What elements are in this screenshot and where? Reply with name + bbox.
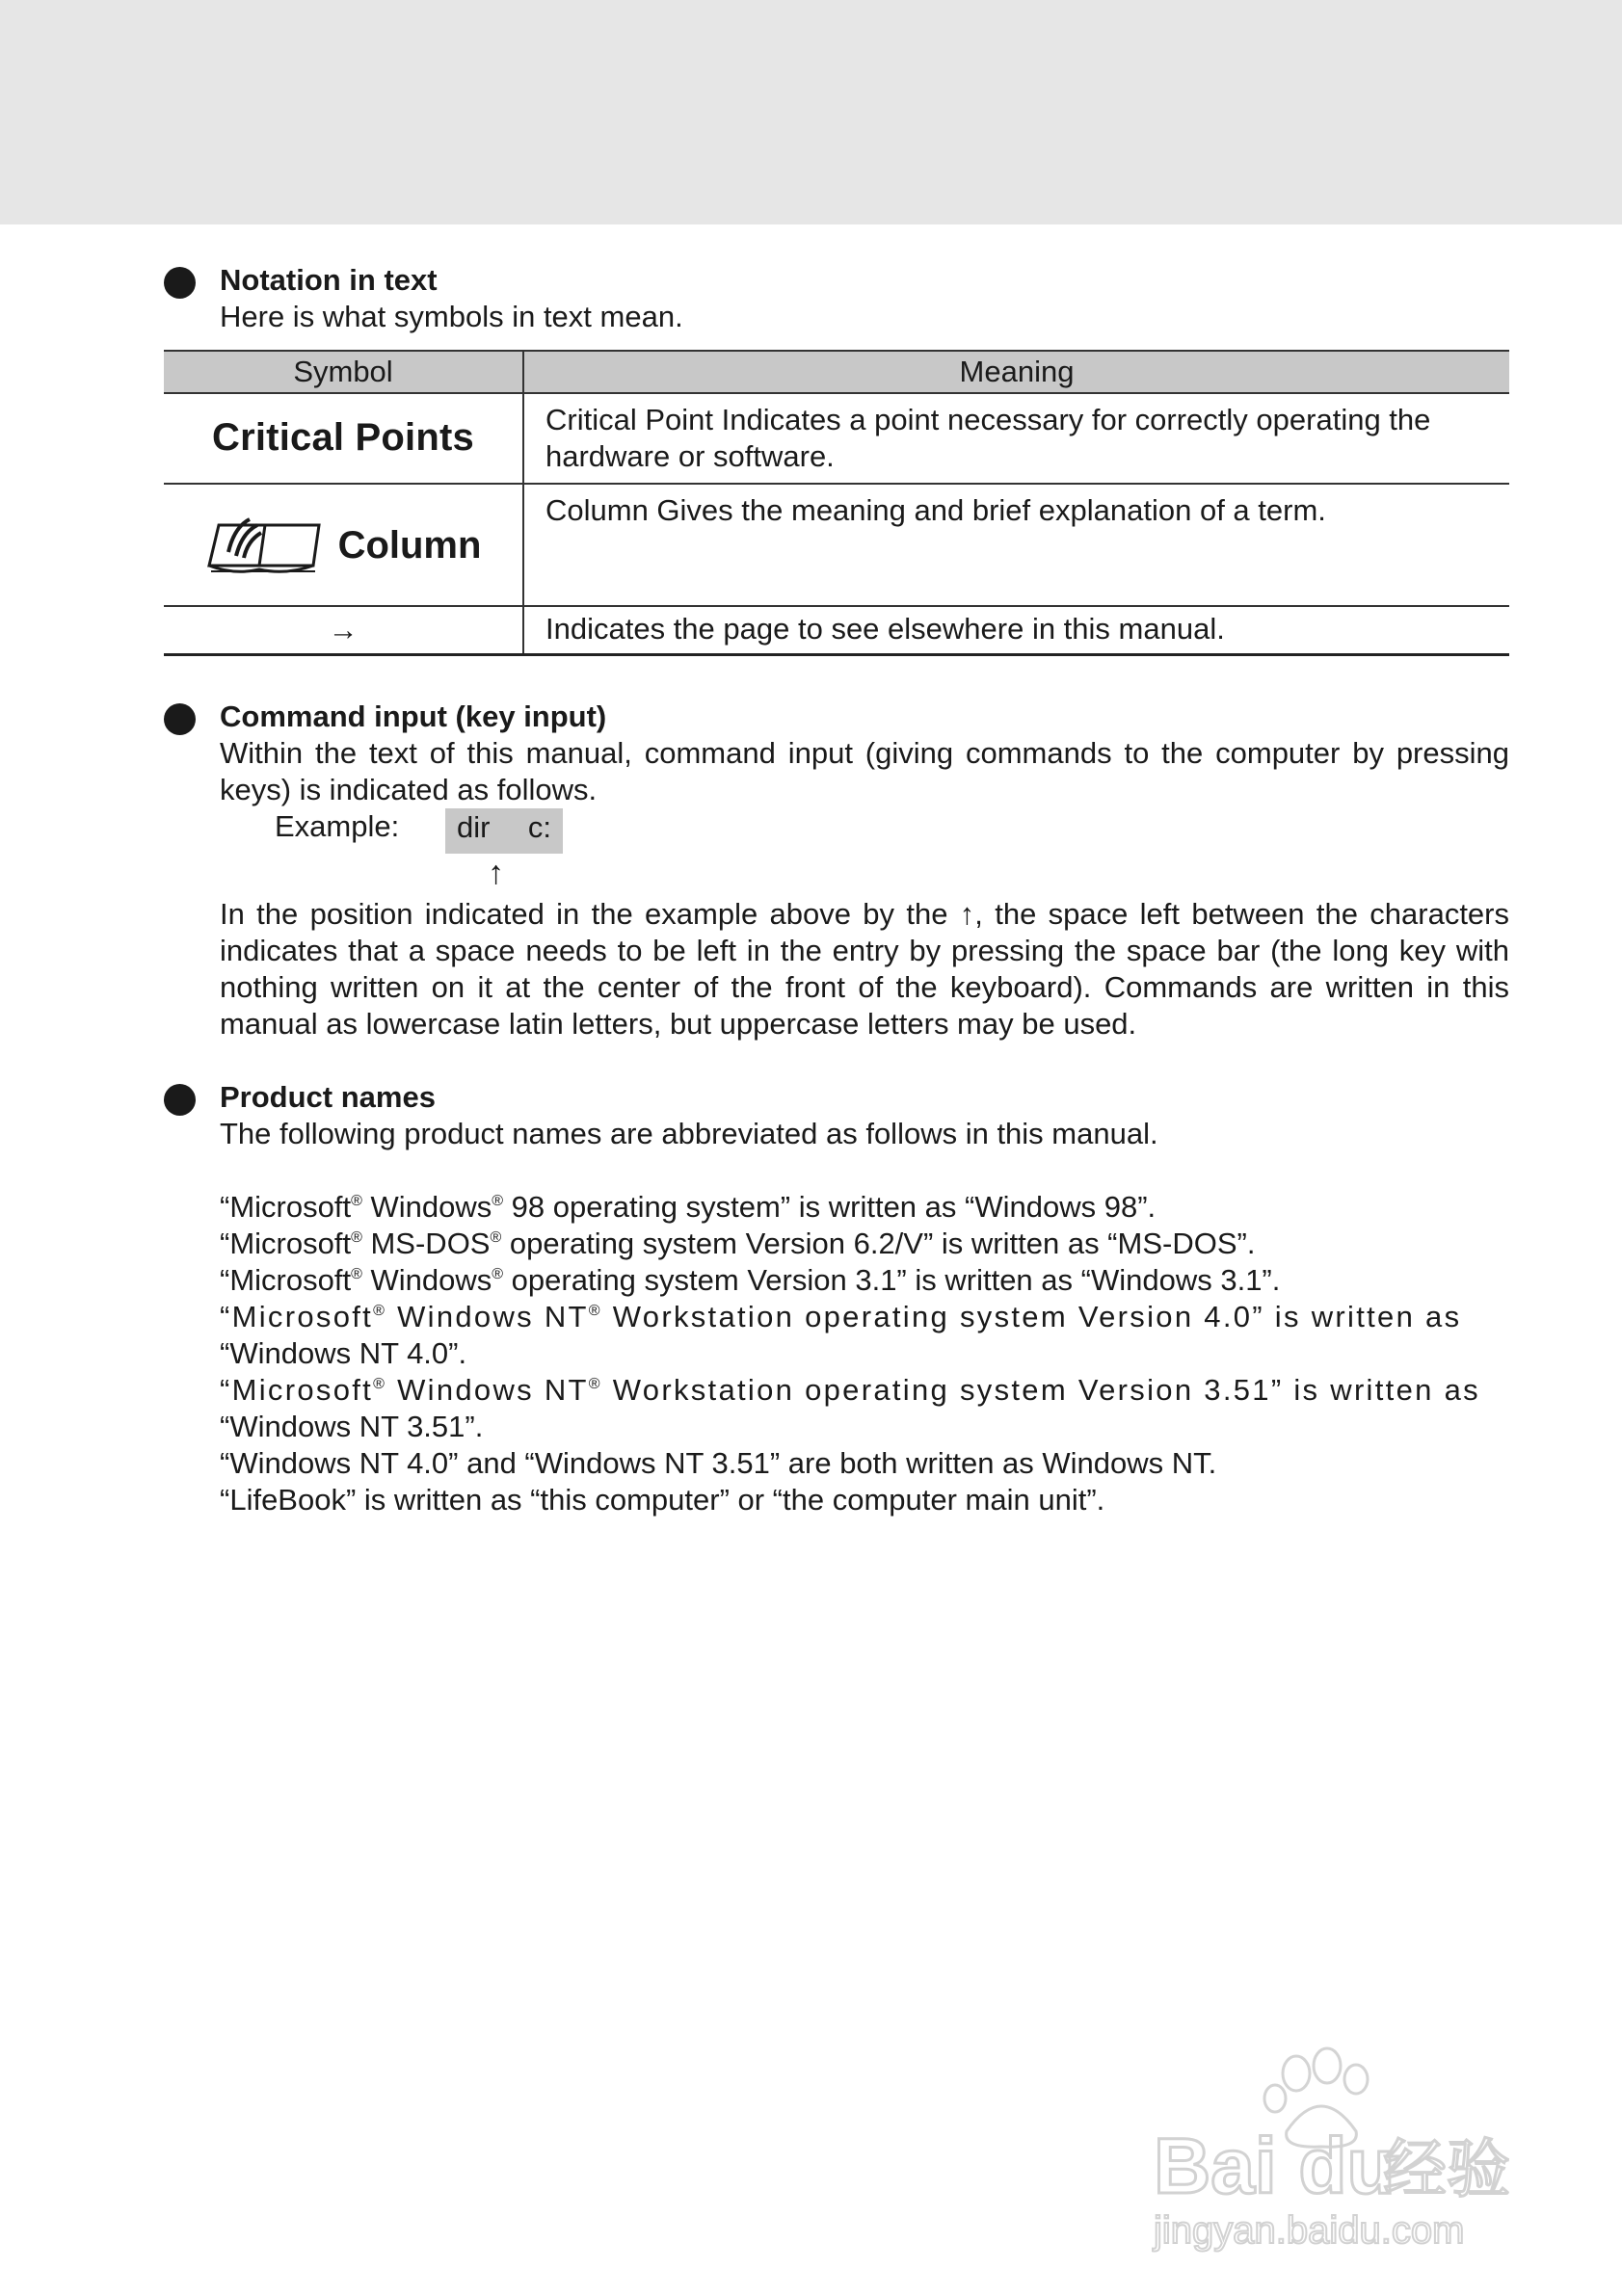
space-pointer-icon: ↑	[488, 854, 504, 891]
symbol-cell	[164, 606, 523, 654]
arrow-symbol: →	[328, 612, 359, 647]
column-symbol: Column	[337, 523, 482, 567]
table-row	[164, 606, 1509, 654]
section-title: Product names	[220, 1079, 436, 1114]
command-section	[164, 699, 1509, 1042]
product-line: “Windows NT 4.0”.	[220, 1335, 467, 1370]
product-line: “Microsoft® Windows® 98 operating system” is written as “Windows 98”.	[220, 1189, 1157, 1224]
meaning-cell: Critical Point Indicates a point necessary for correctly operating the hardware or software.	[523, 393, 1509, 484]
product-line: “Microsoft® Windows NT® Workstation operating system Version 4.0” is written as	[220, 1299, 1462, 1333]
example-command-part: c:	[527, 809, 551, 844]
open-book-icon	[205, 514, 325, 577]
product-line: “Microsoft® Windows® operating system Version 3.1” is written as “Windows 3.1”.	[220, 1262, 1281, 1297]
product-line: “LifeBook” is written as “this computer” or “the computer main unit”.	[220, 1482, 1105, 1517]
meaning-cell: Indicates the page to see elsewhere in this manual.	[523, 606, 1509, 654]
baidu-watermark-logo	[1142, 2043, 1528, 2255]
section-title: Notation in text	[220, 263, 438, 297]
example-command	[445, 808, 563, 854]
table-header-row	[164, 351, 1509, 393]
symbol-cell	[164, 393, 523, 484]
table-row	[164, 393, 1509, 484]
command-explanation	[220, 896, 1509, 1042]
example-command-part: dir	[457, 809, 491, 844]
product-line: “Windows NT 4.0” and “Windows NT 3.51” are both written as Windows NT.	[220, 1445, 1217, 1480]
page-content	[164, 262, 1509, 1518]
symbol-cell	[164, 484, 523, 606]
product-line: “Windows NT 3.51”.	[220, 1409, 484, 1443]
products-section	[164, 1079, 1509, 1518]
product-line: “Microsoft® MS-DOS® operating system Version 6.2/V” is written as “MS-DOS”.	[220, 1226, 1256, 1260]
section-intro: The following product names are abbreviated as follows in this manual.	[220, 1116, 1158, 1150]
svg-text:Bai du: Bai du	[1154, 2123, 1396, 2210]
bullet-icon	[164, 1084, 196, 1116]
explanation-text: In the position indicated in the example above by the	[220, 896, 960, 931]
command-example	[275, 808, 1509, 854]
example-label: Example:	[275, 808, 400, 843]
bullet-icon	[164, 703, 196, 735]
header-band	[0, 0, 1622, 224]
svg-text:经验: 经验	[1383, 2132, 1510, 2206]
product-line: “Microsoft® Windows NT® Workstation operating system Version 3.51” is written as	[220, 1372, 1480, 1407]
notation-section	[164, 262, 1509, 656]
table-row	[164, 484, 1509, 606]
meaning-cell: Column Gives the meaning and brief explanation of a term.	[523, 484, 1509, 606]
up-arrow-icon: ↑	[959, 896, 975, 931]
bullet-icon	[164, 267, 196, 299]
critical-points-symbol: Critical Points	[212, 415, 474, 459]
section-title: Command input (key input)	[220, 699, 607, 733]
explanation-text: , the space left between the characters indicates that a space needs to be left in the entry by pressing the space bar (the long key with nothing written on it at the center of the front of the keyboard). Commands are written in this manual as lowercase latin letters, but uppercase letters may be used.	[220, 896, 1509, 1041]
notation-table	[164, 350, 1509, 656]
header-symbol: Symbol	[164, 351, 523, 393]
svg-text:jingyan.baidu.com: jingyan.baidu.com	[1154, 2209, 1465, 2252]
section-intro: Here is what symbols in text mean.	[220, 300, 683, 333]
header-meaning: Meaning	[523, 351, 1509, 393]
section-intro: Within the text of this manual, command input (giving commands to the computer by pressing keys) is indicated as follows.	[220, 735, 1509, 806]
